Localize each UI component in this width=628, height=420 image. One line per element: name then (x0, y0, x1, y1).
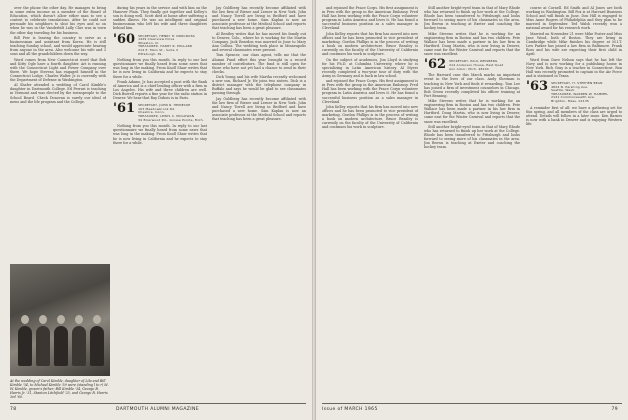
officer-line: TREASURER, LEWIS C. MCGOWAN (138, 114, 195, 119)
paragraph: Jay Goldberg has recently become affiliated with the law firm of Rieser and Lerner in New York. John and Nancy Tirrell are living in Bedford and have purchased a new home. Sam Kaplan is now an associate professor at the Medical School and reports that teaching has been a great pleasure. (212, 96, 306, 122)
officer-line: 214 Anderson House, East Quad (449, 62, 504, 67)
footer-rule (10, 403, 306, 404)
officer-line: Wheaton, Ill. (138, 40, 160, 45)
class-heading-60 (113, 31, 207, 57)
class-officers (449, 59, 503, 71)
paragraph: Married on November 21 were Mike Foster and Miss Jane Wood, both of Boston. They are living in Cambridge while Mike finishes his degree at M.I.T. Lew Parker has joined a law firm in Baltimore. Frank Ross and his wife are expecting their first child in April. (526, 31, 622, 57)
photo-face (57, 315, 65, 324)
page-number: 79 (611, 407, 618, 412)
paragraph: during his years in the service and with him on the Hanover Plain. They finally got together and Kelley's son is doing well. Scott died at home after suffering a sudden illness. He was an intelligent and original businessman who left his wife and three daughters behind him. (113, 6, 207, 31)
right-column-1 (322, 6, 418, 398)
paragraph: Bill Pew is leaving the country to serve as a businessman and assistant from Korea. He is still teaching Sunday school, and would appreciate hearing from anyone in the area. Also welcome his wife and 3 sons and all the grandchildren down the way. (10, 35, 106, 57)
left-page (0, 0, 312, 420)
photo-caption: At the wedding of Carol Kimble, daughter of Lila and Bill Kimble '34, to Michael Kimble '59 were (standing l to r) M. W. Kimble, groom's father; Bill Kimble '34, George B. Harris Jr. '31, Stanton Litchfield '25, and George R. Harris 3rd '60. (10, 379, 109, 399)
officer-line: TREASURER, HARRY R. POLLARD (138, 44, 193, 49)
officer-line: SECRETARY, JOHN R. HEINECKE (138, 103, 191, 108)
paragraph: John Kelley reports that his firm has moved into new offices and he has been promoted to vice president of marketing. Gordon Phillips is in the process of writing a book on modern architecture. Bruce Beasley is currently on the faculty of the University of California and continues his work in sculpture. (322, 104, 418, 130)
officer-line: 4824 N. Pershing Ave. (551, 84, 589, 89)
paragraph: course at Cornell. Ed Smith and Al Jones are both working in Washington. Bill Fox is at Harvard Business School and will finish in June. Don Hill is engaged to Miss Anne Rogers of Philadelphia and they plan to be married in September. Ted Walsh recently won a national award for his research work. (526, 6, 622, 31)
photo-face (21, 315, 29, 324)
paragraph: Nothing from you this month. In reply to our last questionnaire we finally heard from some news that was long in the making. From Knoll Shaw writes that he is now living in California and he expects to stay there for a while. (113, 58, 207, 79)
officer-line: Ann Arbor, Mich. 48104 (449, 66, 489, 71)
paragraph: Mike Stevens writes that he is working for an engineering firm in Boston and has two children. Pete Wallace has been made a partner in his law firm in Hartford. Doug Martin, who is now living in Denver, came east for the Winter Carnival and reports that the snow was excellent. (424, 99, 520, 124)
paragraph: Al Shafer attended a wedding of Carol Kimble's daughter in Dartmouth College. Ed Ferrari is teaching in Vermont and was elected by the townspeople to the School Board. Check Donovan is surely our ideal of mens and the life program and the College. (10, 83, 106, 104)
class-heading-61 (113, 103, 207, 122)
wedding-photo (10, 264, 110, 376)
right-page (316, 0, 628, 420)
class-officers (551, 81, 608, 104)
photo-face (75, 315, 83, 324)
officer-line: 214 E. Main St., Suite 4 (138, 47, 178, 52)
page-number: 78 (10, 407, 17, 412)
photo-face (93, 315, 101, 324)
paragraph: Nothing from you this month. In reply to our last questionnaire we finally heard from some news that was long in the making. From Knoll Shaw writes that he is now living in California and he expects to stay there for a while. (113, 124, 207, 145)
officer-line: 1429 Clearview Drive (138, 37, 175, 42)
class-officers (138, 34, 195, 57)
officer-line: TREASURER, WARREN W. HAMMEL (551, 91, 609, 96)
paragraph: Word comes from New Connecticut word that Bob and Kitty Ogle have a fourth daughter. Art is running with the Connecticut Light and Power Company over there. We hope Stevens has engaged himself in the Connecticut Lodge. Charles Walter Jr. is currently with the Department of Defense in Washington. (10, 57, 106, 82)
left-column-3 (212, 6, 306, 398)
officer-line: SECRETARY, HENRY H. NORCROSS (138, 33, 195, 38)
paragraph: and rejoined the Peace Corps. His first assignment is in Peru with the group in the American Embassy. Fred Hall has been working with the Peace Corps volunteer program in Latin America and loves it. He has found a successful business position as a sales manager in Cleveland. (322, 6, 418, 31)
officer-line: 103 Meadowbrook Rd. (138, 106, 176, 111)
left-column-2 (113, 6, 207, 398)
paragraph: John Kelley reports that his firm has moved into new offices and he has been promoted to vice president of marketing. Gordon Phillips is in the process of writing a book on modern architecture. Bruce Beasley is currently on the faculty of the University of California and continues his work in sculpture. (322, 31, 418, 57)
paragraph: Still another bright-eyed team in that of Mary Rhode who has returned to finish up her work at the College. Rhode has been transferred to Pittsburgh and looks forward to seeing more of his classmates in the area. Jim Brown is teaching at Exeter and coaching the hockey team. (424, 6, 520, 31)
paragraph: Word from Dave Nelson says that he has left the Navy and is now working for a publishing house in New York. Rich Gray is a teacher in Connecticut. Ron Hall was recently promoted to captain in the Air Force and is stationed in Texas. (526, 57, 622, 78)
paragraph: and rejoined the Peace Corps. His first assignment is in Peru with the group in the American Embassy. Fred Hall has been working with the Peace Corps volunteer program in Latin America and loves it. He has found a successful business position as a sales manager in Cleveland. (322, 79, 418, 104)
paragraph: On the subject of academics, Jim Lloyd is studying for his Ph.D. at Columbia University, where he is specializing in Latin American history. Al Myers recently completed a two-year tour of duty with the Army in Germany and is back in law school. (322, 57, 418, 78)
class-year: '61 (113, 101, 136, 117)
officer-line: SECRETARY, H. STEPHEN BEAN (551, 80, 603, 85)
paragraph: over the phone the other day. He manages to bring in some extra income as a member of the Board of Education, which doesn't allow either man to see a contest to celebrate translations. After he could not persuade his neighbors to shut his eyes and so on when he was in the Vanderbilt Lally Clue was in town the other day traveling for his business. (10, 6, 106, 35)
paragraph: Frank Adams, Jr. has accepted a post with the Bank of America and is a chief lending officer with a firm in Los Angeles. His wife and three children are well. Dick Burrell reports a fine year for the radio station in Denver. We hear that Ray Dubois is in Paris. (113, 79, 207, 101)
class-heading-62 (424, 59, 520, 71)
paragraph: The Harvard case this March marks an important event in the lives of our class. Andy Sherman is teaching in New York and finds it rewarding. Tom Lee has joined a firm of investment counselors in Chicago. Bob Green recently completed his officer training at Fort Benning. (424, 73, 520, 98)
class-year: '62 (424, 57, 447, 73)
paragraph: Al Bentley writes that he has moved his family out to Denver, Colo., where he is working for the Martin Company. Jack Reardon was married in June to Mary Ann Collins. The wedding took place in Minneapolis and several classmates were present. (212, 31, 306, 53)
photo-figure (54, 326, 68, 366)
issue-label: Issue of MARCH 1965 (322, 407, 378, 412)
magazine-title: DARTMOUTH ALUMNI MAGAZINE (116, 407, 200, 412)
right-column-2 (424, 6, 520, 398)
paragraph: Dick Young and his wife Martha recently welcomed a new son, Richard Jr. He joins two sisters. Dick is a district manager with the telephone company in Buffalo and says he would be glad to see classmates passing through. (212, 75, 306, 96)
officer-line: SECRETARY, PAUL WEISBERG (449, 59, 498, 64)
footer-rule (322, 403, 622, 404)
officer-line: Seattle, Wash. (551, 88, 576, 93)
photo-figure (90, 326, 104, 366)
officer-line: Cheshire, Conn. (138, 110, 165, 115)
photo-figure (18, 326, 32, 366)
class-year: '60 (113, 31, 136, 47)
right-column-3 (526, 6, 622, 398)
class-officers (138, 103, 204, 122)
paragraph: Jay Goldberg has recently become affiliated with the law firm of Rieser and Lerner in New York. John and Nancy Tirrell are living in Bedford and have purchased a new home. Sam Kaplan is now an associate professor at the Medical School and reports that teaching has been a great pleasure. (212, 6, 306, 31)
officer-line: 34 Briarwood Rd., Grosse Pointe, Mich. (138, 117, 204, 122)
photo-face (39, 315, 47, 324)
officer-line: Brighton, Mass. 02135 (551, 98, 590, 103)
paragraph: Still another bright-eyed team in that of Mary Rhode who has returned to finish up her work at the College. Rhode has been transferred to Pittsburgh and looks forward to seeing more of his classmates in the area. Jim Brown is teaching at Exeter and coaching the hockey team. (424, 124, 520, 150)
officer-line: Pittsburgh, Pa. (138, 51, 163, 56)
photo-figure (72, 326, 86, 366)
paragraph: Tom Spencer, our class agent, tells me that the Alumni Fund effort this year brought in a record number of contributors. The fund is still open for those who have not yet had a chance to send in their checks. (212, 53, 306, 74)
officer-line: 2141 Commonwealth Ave. (551, 95, 596, 100)
class-heading-63 (526, 78, 622, 104)
photo-figure (36, 326, 50, 366)
paragraph: Mike Stevens writes that he is working for an engineering firm in Boston and has two children. Pete Wallace has been made a partner in his law firm in Hartford. Doug Martin, who is now living in Denver, came east for the Winter Carnival and reports that the snow was excellent. (424, 31, 520, 57)
left-column-1 (10, 6, 106, 258)
class-year: '63 (526, 78, 549, 94)
paragraph: A reminder first of all: we have a gathering set for this spring, and all members of the class are urged to attend. Details will follow in a later issue. Ken Barnes is now with a bank in Denver and is enjoying Western life. (526, 105, 622, 126)
